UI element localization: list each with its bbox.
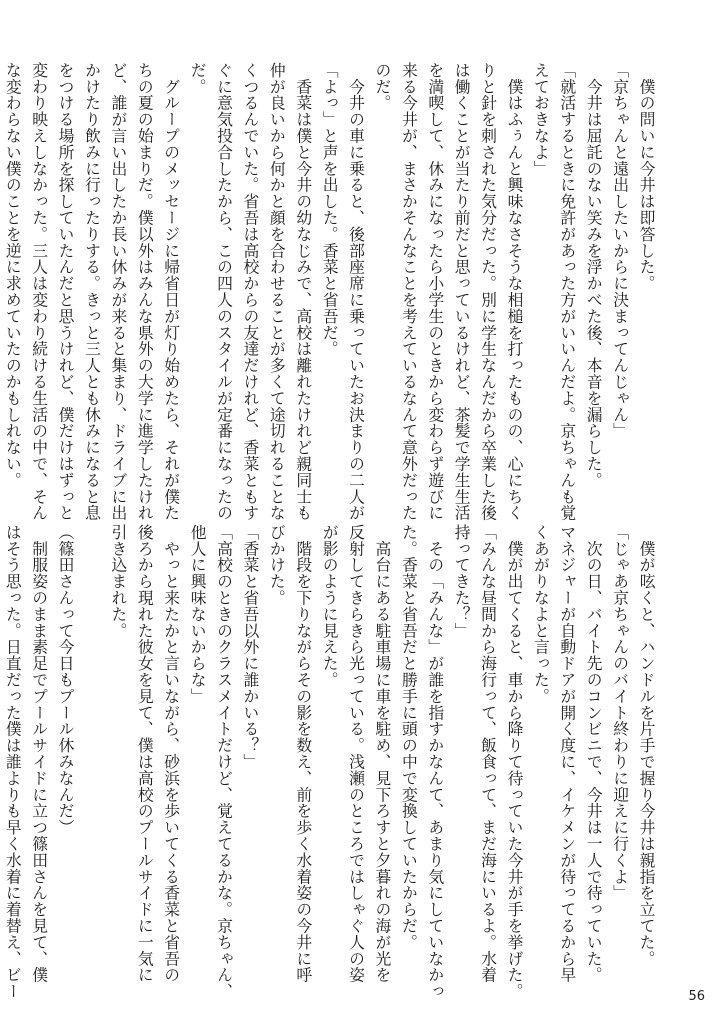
text-line: 「みんな昼間から海行って、飯食って、まだ海にいるよ。水着: [478, 524, 498, 984]
text-line: （篠田さんって今日もプール休みなんだ）: [56, 524, 76, 836]
text-line: 今井は屈託のない笑みを浮かべた後、本音を漏らした。: [584, 62, 604, 489]
text-line: のだ。: [372, 62, 392, 112]
text-line: 変わり映えしなかった。三人は変わり続ける生活の中で、そん: [29, 62, 49, 522]
text-line: グループのメッセージに帰省日が灯り始めたら、それが僕た: [161, 62, 181, 522]
text-line: かけたり飲みに行ったりする。きっと三人とも休みになると息: [82, 62, 102, 522]
text-line: 引き込まれた。: [108, 524, 128, 639]
text-line: びかけた。: [267, 524, 287, 606]
text-line: くあがりなよと言った。: [531, 524, 551, 705]
text-line: 制服姿のまま素足でプールサイドに立つ篠田さんを見て、僕: [29, 524, 49, 984]
text-line: な変わらない僕のことを逆に求めていたのかもしれない。: [3, 62, 23, 489]
text-line: 僕の問いに今井は即答した。: [637, 62, 656, 292]
text-line: はそう思った。日直だった僕は誰よりも早く水着に着替え、ビー: [3, 524, 23, 1000]
text-line: 今井の車に乗ると、後部座席に乗っていたお決まりの二人が: [346, 62, 366, 522]
text-line: [78, 524, 104, 964]
text-line: くつるんでいた。省吾は高校からの友達だけれど、香菜ともす: [240, 62, 260, 522]
text-line: 僕が呟くと、ハンドルを片手で握り今井は親指を立てた。: [637, 524, 656, 967]
page-number: 56: [688, 989, 705, 1004]
text-line: 僕が出てくると、車から降りて待っていた今井が手を挙げた。: [504, 524, 524, 1000]
text-line: が影のように見えた。: [320, 524, 340, 688]
text-line: 「京ちゃんと遠出したいからに決まってんじゃん」: [610, 62, 630, 440]
text-line: ぐに意気投合したから、この四人のスタイルが定番になったの: [214, 62, 234, 522]
text-line: 香菜は僕と今井の幼なじみで、高校は離れたけれど親同士も: [293, 62, 313, 522]
text-line: は働くことが当たり前だと思っているけれど、茶髪で学生生活: [452, 62, 472, 522]
text-line: 次の日、バイト先のコンビニで、今井は一人で待っていた。: [584, 524, 604, 984]
text-line: 来る今井が、まさかそんなことを考えているなんて意外だった: [399, 62, 419, 522]
text-line: 「香菜と省吾以外に誰かいる？」: [240, 524, 260, 770]
text-line: 「高校のときのクラスメイトだけど、覚えてるかな。京ちゃん、: [214, 524, 234, 1000]
text-line: 反射してきらきら光っている。浅瀬のところではしゃぐ人の姿: [346, 524, 366, 984]
text-line: りと針を刺された気分だった。別に学生なんだから卒業した後: [478, 62, 498, 522]
text-line: をつける場所を探していたんだと思うけれど、僕だけはずっと: [56, 62, 76, 522]
text-line: 持ってきた？」: [452, 524, 472, 639]
text-line: その「みんな」が誰を指すかなんて、あまり気にしていなかっ: [425, 524, 445, 1000]
text-line: ど、誰が言い出したか長い休みが来ると集まり、ドライブに出: [108, 62, 128, 522]
text-line: を満喫して、休みになったら小学生のときから変わらず遊びに: [425, 62, 445, 522]
text-line: やっと来たかと言いながら、砂浜を歩いてくる香菜と省吾の: [161, 524, 181, 984]
text-line: 後ろから現れた彼女を見て、僕は高校のプールサイドに一気に: [135, 524, 155, 984]
text-line: 僕はふぅんと興味なさそうな相槌を打ったものの、心にちく: [504, 62, 524, 522]
text-line: 仲が良いから何かと顔を合わせることが多くて途切れることな: [267, 62, 287, 522]
text-line: 「就活するときに免許があった方がいいんだよ。京ちゃんも覚: [557, 62, 577, 522]
text-line: た。香菜と省吾だと勝手に頭の中で変換していたからだ。: [399, 524, 419, 951]
text-line: 階段を下りながらその影を数え、前を歩く水着姿の今井に呼: [293, 524, 313, 984]
text-line: 他人に興味ないからな」: [188, 524, 208, 705]
text-line: だ。: [188, 62, 208, 95]
text-line: えておきなよ」: [531, 62, 551, 177]
text-line: ちの夏の始まりだ。僕以外はみんな県外の大学に進学したけれ: [135, 62, 155, 522]
upper-text-block: [0, 62, 659, 522]
text-line: 高台にある駐車場に車を駐め、見下ろすと夕暮れの海が光を: [372, 524, 392, 984]
text-line: 「じゃあ京ちゃんのバイト終わりに迎えに行くよ」: [610, 524, 630, 902]
text-line: 「よっ」と声を出した。香菜と省吾だ。: [320, 62, 340, 358]
lower-text-block: [0, 524, 659, 1000]
text-line: マネジャーが自動ドアが開く度に、イケメンが待ってるから早: [557, 524, 577, 984]
